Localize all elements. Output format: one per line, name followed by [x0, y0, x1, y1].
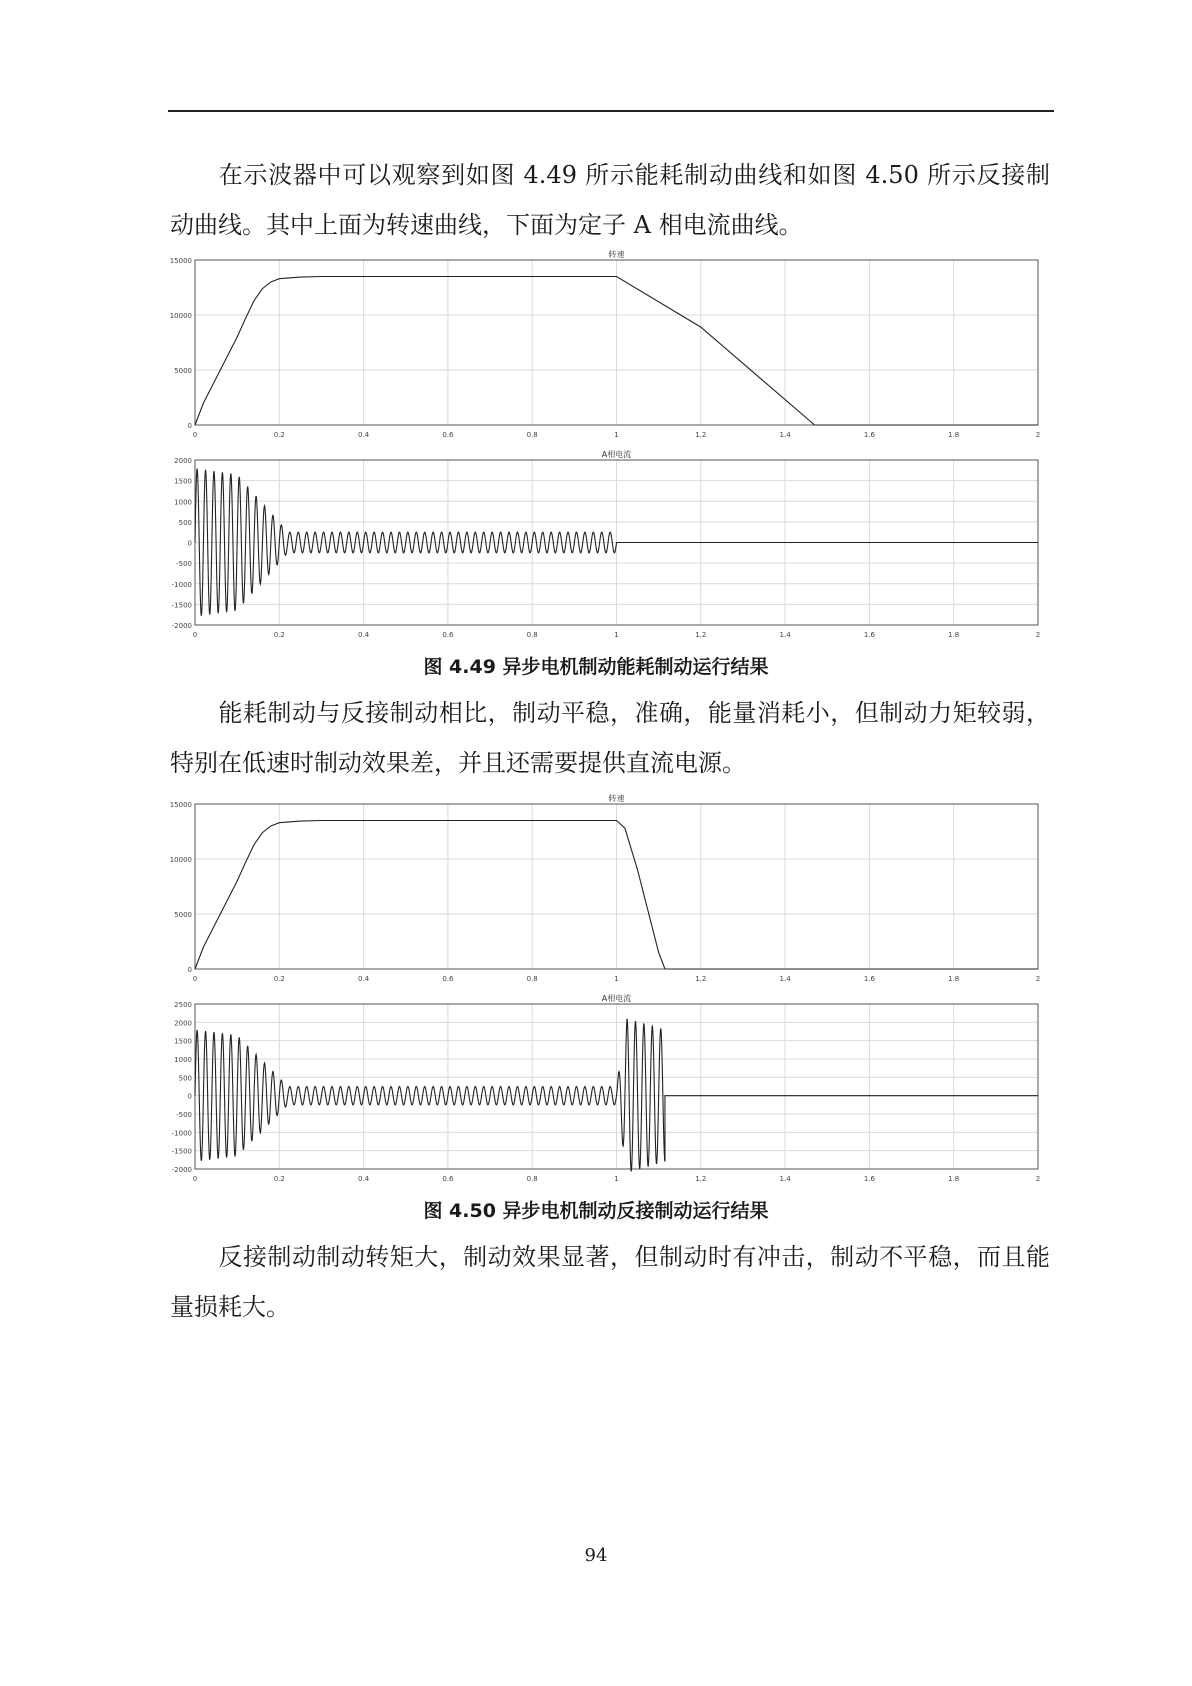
y-tick-label: 15000: [169, 801, 192, 809]
x-tick-label: 1.4: [779, 431, 791, 439]
paragraph-1-text: 在示波器中可以观察到如图 4.49 所示能耗制动曲线和如图 4.50 所示反接制动曲线。其中上面为转速曲线，下面为定子 A 相电流曲线。: [170, 161, 1050, 239]
y-tick-label: -500: [176, 560, 192, 569]
x-tick-label: 2: [1035, 975, 1041, 983]
paragraph-2-text: 能耗制动与反接制动相比，制动平稳，准确，能量消耗小，但制动力矩较弱，特别在低速时制动效果差，并且还需要提供直流电源。: [170, 699, 1050, 777]
x-tick-label: 0: [192, 1175, 198, 1183]
x-tick-label: 0.2: [273, 1175, 285, 1183]
x-tick-label: 0.2: [273, 975, 285, 983]
x-tick-label: 0.2: [273, 431, 285, 439]
x-tick-label: 2: [1035, 631, 1041, 639]
y-tick-label: 2000: [174, 1019, 192, 1028]
x-tick-label: 0.4: [358, 631, 370, 639]
paragraph-3: [170, 1232, 1050, 1332]
y-tick-label: 5000: [174, 367, 192, 375]
y-tick-label: 5000: [174, 911, 192, 919]
plot-fig449-current: [172, 449, 1041, 639]
x-tick-label: 1: [614, 1175, 619, 1183]
figure-4-50-plots: [165, 792, 1055, 1187]
x-tick-label: 0: [192, 431, 198, 439]
y-tick-label: -500: [176, 1111, 192, 1119]
page-number: 94: [584, 1545, 608, 1566]
x-tick-label: 0.4: [358, 431, 370, 439]
header-rule: [168, 110, 1054, 112]
x-tick-label: 1.2: [695, 631, 707, 639]
figure-4-50: [165, 792, 1055, 1191]
y-tick-label: 2000: [174, 457, 192, 465]
y-tick-label: -2000: [171, 1166, 192, 1174]
x-tick-label: 0.8: [526, 975, 538, 983]
x-tick-label: 0: [192, 631, 198, 639]
figure-4-49: [165, 248, 1055, 647]
x-tick-label: 1.8: [948, 1175, 960, 1183]
y-tick-label: -1500: [171, 1147, 192, 1156]
y-tick-label: 10000: [169, 312, 192, 320]
y-tick-label: 10000: [169, 856, 192, 864]
y-tick-label: 0: [187, 539, 192, 548]
x-tick-label: 1.4: [779, 975, 791, 983]
y-tick-label: 500: [178, 518, 192, 527]
x-tick-label: 0.8: [526, 1175, 538, 1183]
figure-4-50-caption: 图 4.50 异步电机制动反接制动运行结果: [423, 1200, 769, 1222]
y-tick-label: -1500: [171, 601, 192, 610]
plot-title: A相电流: [601, 994, 632, 1003]
y-tick-label: -2000: [171, 622, 192, 630]
plot-title: 转速: [608, 250, 625, 259]
x-tick-label: 1: [614, 431, 619, 439]
x-tick-label: 0: [192, 975, 198, 983]
x-tick-label: 1: [614, 975, 619, 983]
x-tick-label: 0.6: [442, 631, 454, 639]
plot-fig449-speed: [170, 249, 1041, 439]
x-tick-label: 0.6: [442, 1175, 454, 1183]
figure-4-49-plots: [165, 248, 1055, 643]
plot-fig450-speed: [170, 793, 1041, 983]
x-tick-label: 1.8: [948, 631, 960, 639]
y-tick-label: 0: [187, 422, 192, 430]
y-tick-label: 0: [187, 966, 192, 974]
y-tick-label: -1000: [171, 1129, 192, 1138]
x-tick-label: 1.6: [863, 631, 875, 639]
y-tick-label: 1500: [174, 1037, 192, 1046]
x-tick-label: 1.8: [948, 975, 960, 983]
y-tick-label: 15000: [169, 257, 192, 265]
x-tick-label: 0.2: [273, 631, 285, 639]
x-tick-label: 0.6: [442, 975, 454, 983]
plot-fig450-current: [172, 993, 1041, 1183]
x-tick-label: 1.6: [863, 1175, 875, 1183]
x-tick-label: 0.8: [526, 631, 538, 639]
x-tick-label: 2: [1035, 1175, 1041, 1183]
x-tick-label: 1.6: [863, 431, 875, 439]
y-tick-label: 1000: [174, 1056, 192, 1064]
x-tick-label: 1: [614, 631, 619, 639]
y-tick-label: 2500: [174, 1001, 192, 1009]
x-tick-label: 1.4: [779, 1175, 791, 1183]
x-tick-label: 1.8: [948, 431, 960, 439]
paragraph-3-text: 反接制动制动转矩大，制动效果显著，但制动时有冲击，制动不平稳，而且能量损耗大。: [170, 1243, 1050, 1321]
figure-4-49-caption: 图 4.49 异步电机制动能耗制动运行结果: [423, 656, 769, 678]
x-tick-label: 2: [1035, 431, 1041, 439]
x-tick-label: 1.4: [779, 631, 791, 639]
y-tick-label: 0: [187, 1092, 192, 1101]
x-tick-label: 0.6: [442, 431, 454, 439]
plot-title: A相电流: [601, 450, 632, 459]
paragraph-1: [170, 150, 1050, 250]
x-tick-label: 1.2: [695, 975, 707, 983]
y-tick-label: 1000: [174, 498, 192, 507]
x-tick-label: 1.2: [695, 431, 707, 439]
paragraph-2: [170, 688, 1050, 788]
x-tick-label: 1.6: [863, 975, 875, 983]
y-tick-label: 500: [178, 1074, 192, 1083]
x-tick-label: 0.4: [358, 975, 370, 983]
x-tick-label: 0.8: [526, 431, 538, 439]
y-tick-label: 1500: [174, 477, 192, 486]
y-tick-label: -1000: [171, 580, 192, 589]
x-tick-label: 1.2: [695, 1175, 707, 1183]
x-tick-label: 0.4: [358, 1175, 370, 1183]
plot-title: 转速: [608, 794, 625, 803]
